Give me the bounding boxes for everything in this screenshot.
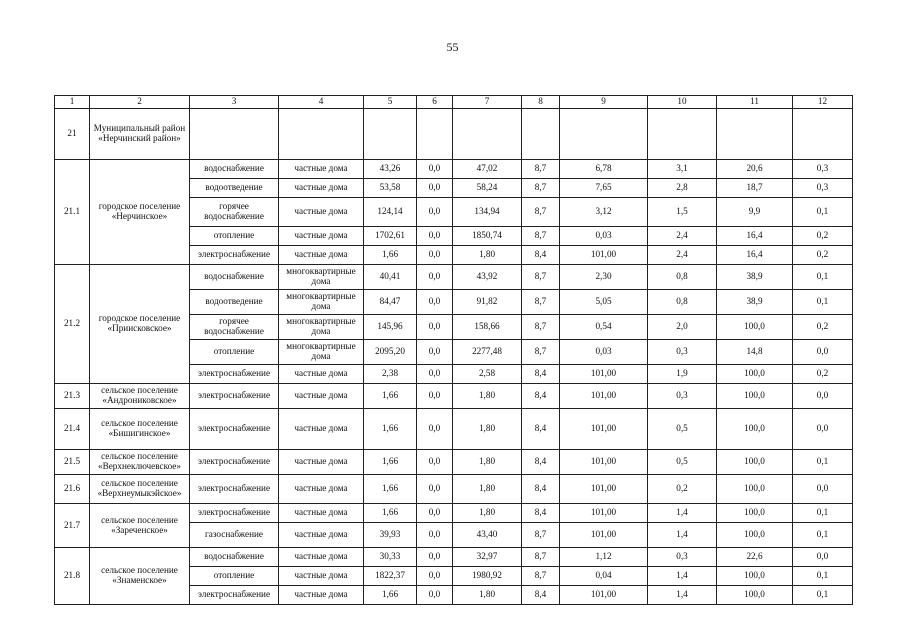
value-cell: 0,0 <box>417 548 453 567</box>
value-cell: 0,54 <box>560 315 648 340</box>
service-cell: электроснабжение <box>190 504 279 523</box>
value-cell: 158,66 <box>453 315 522 340</box>
service-cell: горячее водоснабжение <box>190 315 279 340</box>
table-row <box>55 548 853 567</box>
settlement-name: сельское поселение «Бишигинское» <box>90 409 190 450</box>
value-cell: 0,04 <box>560 567 648 586</box>
value-cell: 100,0 <box>717 409 793 450</box>
settlement-name: сельское поселение «Верхнеумыкэйское» <box>90 475 190 504</box>
value-cell: 20,6 <box>717 160 793 179</box>
value-cell: 100,0 <box>717 523 793 548</box>
value-cell: 1,66 <box>364 450 417 475</box>
value-cell: 8,7 <box>522 523 560 548</box>
value-cell: 1,80 <box>453 384 522 409</box>
settlement-number: 21.4 <box>55 409 90 450</box>
value-cell: 8,4 <box>522 409 560 450</box>
value-cell: 9,9 <box>717 198 793 227</box>
value-cell: 0,0 <box>417 160 453 179</box>
column-header: 8 <box>522 96 560 109</box>
housing-type-cell: частные дома <box>279 475 364 504</box>
housing-type-cell: частные дома <box>279 160 364 179</box>
housing-type-cell: частные дома <box>279 198 364 227</box>
value-cell: 1,66 <box>364 246 417 265</box>
settlement-number: 21.5 <box>55 450 90 475</box>
value-cell: 101,00 <box>560 384 648 409</box>
settlement-number: 21.2 <box>55 265 90 384</box>
column-header: 3 <box>190 96 279 109</box>
value-cell: 2,8 <box>648 179 717 198</box>
value-cell: 3,1 <box>648 160 717 179</box>
value-cell: 0,1 <box>793 265 853 290</box>
value-cell: 0,03 <box>560 227 648 246</box>
table-row <box>55 475 853 504</box>
value-cell: 124,14 <box>364 198 417 227</box>
value-cell: 8,7 <box>522 548 560 567</box>
service-cell: горячее водоснабжение <box>190 198 279 227</box>
value-cell: 8,4 <box>522 450 560 475</box>
value-cell: 0,2 <box>793 227 853 246</box>
page-number: 55 <box>446 40 459 54</box>
service-cell: отопление <box>190 227 279 246</box>
empty-cell <box>417 109 453 160</box>
value-cell: 0,8 <box>648 265 717 290</box>
value-cell: 0,0 <box>417 265 453 290</box>
table-row <box>55 409 853 450</box>
housing-type-cell: частные дома <box>279 504 364 523</box>
value-cell: 0,5 <box>648 409 717 450</box>
value-cell: 22,6 <box>717 548 793 567</box>
value-cell: 8,7 <box>522 290 560 315</box>
value-cell: 0,2 <box>648 475 717 504</box>
value-cell: 8,4 <box>522 586 560 605</box>
housing-type-cell: частные дома <box>279 384 364 409</box>
value-cell: 43,26 <box>364 160 417 179</box>
value-cell: 0,5 <box>648 450 717 475</box>
value-cell: 1,4 <box>648 504 717 523</box>
empty-cell <box>717 109 793 160</box>
value-cell: 101,00 <box>560 450 648 475</box>
value-cell: 1,66 <box>364 384 417 409</box>
value-cell: 0,0 <box>417 504 453 523</box>
service-cell: электроснабжение <box>190 409 279 450</box>
value-cell: 1,4 <box>648 523 717 548</box>
value-cell: 100,0 <box>717 365 793 384</box>
value-cell: 1,4 <box>648 567 717 586</box>
value-cell: 1,66 <box>364 586 417 605</box>
column-header: 5 <box>364 96 417 109</box>
value-cell: 0,1 <box>793 504 853 523</box>
settlement-name: сельское поселение «Верхнеключевское» <box>90 450 190 475</box>
value-cell: 43,92 <box>453 265 522 290</box>
value-cell: 40,41 <box>364 265 417 290</box>
value-cell: 0,1 <box>793 523 853 548</box>
empty-cell <box>793 109 853 160</box>
value-cell: 2,30 <box>560 265 648 290</box>
value-cell: 8,4 <box>522 475 560 504</box>
value-cell: 0,0 <box>417 523 453 548</box>
settlement-name: сельское поселение «Андрониковское» <box>90 384 190 409</box>
table-row <box>55 265 853 290</box>
data-table <box>54 95 853 605</box>
value-cell: 8,7 <box>522 227 560 246</box>
value-cell: 38,9 <box>717 290 793 315</box>
service-cell: электроснабжение <box>190 384 279 409</box>
empty-cell <box>560 109 648 160</box>
settlement-name: сельское поселение «Знаменское» <box>90 548 190 605</box>
housing-type-cell: частные дома <box>279 246 364 265</box>
column-header: 9 <box>560 96 648 109</box>
housing-type-cell: частные дома <box>279 409 364 450</box>
value-cell: 8,4 <box>522 365 560 384</box>
value-cell: 0,0 <box>793 475 853 504</box>
value-cell: 5,05 <box>560 290 648 315</box>
value-cell: 1980,92 <box>453 567 522 586</box>
value-cell: 1,80 <box>453 409 522 450</box>
empty-cell <box>279 109 364 160</box>
value-cell: 2095,20 <box>364 340 417 365</box>
value-cell: 32,97 <box>453 548 522 567</box>
table-row <box>55 450 853 475</box>
value-cell: 1,80 <box>453 504 522 523</box>
housing-type-cell: частные дома <box>279 227 364 246</box>
value-cell: 43,40 <box>453 523 522 548</box>
value-cell: 101,00 <box>560 365 648 384</box>
empty-cell <box>648 109 717 160</box>
value-cell: 100,0 <box>717 450 793 475</box>
value-cell: 0,3 <box>648 340 717 365</box>
value-cell: 1,66 <box>364 409 417 450</box>
service-cell: водоотведение <box>190 179 279 198</box>
service-cell: отопление <box>190 567 279 586</box>
service-cell: электроснабжение <box>190 246 279 265</box>
value-cell: 0,0 <box>417 179 453 198</box>
settlement-name: сельское поселение «Зареченское» <box>90 504 190 548</box>
value-cell: 0,0 <box>417 450 453 475</box>
service-cell: водоснабжение <box>190 160 279 179</box>
housing-type-cell: частные дома <box>279 523 364 548</box>
service-cell: газоснабжение <box>190 523 279 548</box>
value-cell: 1,80 <box>453 450 522 475</box>
value-cell: 38,9 <box>717 265 793 290</box>
value-cell: 1,80 <box>453 246 522 265</box>
value-cell: 0,03 <box>560 340 648 365</box>
column-header: 7 <box>453 96 522 109</box>
value-cell: 16,4 <box>717 227 793 246</box>
value-cell: 2,0 <box>648 315 717 340</box>
value-cell: 0,0 <box>417 586 453 605</box>
column-header: 10 <box>648 96 717 109</box>
value-cell: 0,1 <box>793 567 853 586</box>
value-cell: 0,3 <box>793 179 853 198</box>
value-cell: 1702,61 <box>364 227 417 246</box>
empty-cell <box>522 109 560 160</box>
value-cell: 0,0 <box>417 290 453 315</box>
value-cell: 0,0 <box>417 246 453 265</box>
table-row <box>55 504 853 523</box>
housing-type-cell: многоквартирные дома <box>279 340 364 365</box>
value-cell: 101,00 <box>560 246 648 265</box>
service-cell: водоснабжение <box>190 265 279 290</box>
empty-cell <box>453 109 522 160</box>
value-cell: 0,0 <box>417 198 453 227</box>
housing-type-cell: многоквартирные дома <box>279 315 364 340</box>
value-cell: 8,7 <box>522 567 560 586</box>
settlement-name: городское поселение «Нерчинское» <box>90 160 190 265</box>
value-cell: 0,0 <box>417 384 453 409</box>
value-cell: 2,4 <box>648 227 717 246</box>
column-header: 2 <box>90 96 190 109</box>
value-cell: 0,1 <box>793 586 853 605</box>
value-cell: 0,2 <box>793 365 853 384</box>
value-cell: 8,7 <box>522 265 560 290</box>
value-cell: 0,0 <box>417 409 453 450</box>
value-cell: 8,7 <box>522 198 560 227</box>
settlement-name: городское поселение «Приисковское» <box>90 265 190 384</box>
value-cell: 8,4 <box>522 384 560 409</box>
value-cell: 53,58 <box>364 179 417 198</box>
value-cell: 100,0 <box>717 315 793 340</box>
service-cell: электроснабжение <box>190 365 279 384</box>
value-cell: 0,1 <box>793 450 853 475</box>
column-header: 6 <box>417 96 453 109</box>
column-header: 1 <box>55 96 90 109</box>
housing-type-cell: частные дома <box>279 365 364 384</box>
value-cell: 0,0 <box>793 384 853 409</box>
service-cell: водоснабжение <box>190 548 279 567</box>
value-cell: 0,0 <box>417 340 453 365</box>
value-cell: 30,33 <box>364 548 417 567</box>
settlement-number: 21.6 <box>55 475 90 504</box>
value-cell: 16,4 <box>717 246 793 265</box>
value-cell: 3,12 <box>560 198 648 227</box>
value-cell: 91,82 <box>453 290 522 315</box>
service-cell: электроснабжение <box>190 450 279 475</box>
value-cell: 8,4 <box>522 246 560 265</box>
value-cell: 0,0 <box>417 227 453 246</box>
settlement-number: 21.8 <box>55 548 90 605</box>
value-cell: 0,0 <box>793 548 853 567</box>
value-cell: 100,0 <box>717 475 793 504</box>
district-name: Муниципальный район «Нерчинский район» <box>90 109 190 160</box>
empty-cell <box>364 109 417 160</box>
value-cell: 0,0 <box>793 340 853 365</box>
table-row <box>55 384 853 409</box>
table-row <box>55 160 853 179</box>
value-cell: 1,12 <box>560 548 648 567</box>
value-cell: 145,96 <box>364 315 417 340</box>
value-cell: 101,00 <box>560 504 648 523</box>
housing-type-cell: частные дома <box>279 586 364 605</box>
value-cell: 101,00 <box>560 475 648 504</box>
value-cell: 0,3 <box>648 384 717 409</box>
value-cell: 7,65 <box>560 179 648 198</box>
district-number: 21 <box>55 109 90 160</box>
service-cell: отопление <box>190 340 279 365</box>
district-row <box>55 109 853 160</box>
value-cell: 8,7 <box>522 179 560 198</box>
value-cell: 0,3 <box>793 160 853 179</box>
value-cell: 2277,48 <box>453 340 522 365</box>
value-cell: 101,00 <box>560 523 648 548</box>
value-cell: 8,7 <box>522 160 560 179</box>
housing-type-cell: частные дома <box>279 548 364 567</box>
value-cell: 100,0 <box>717 586 793 605</box>
value-cell: 18,7 <box>717 179 793 198</box>
value-cell: 0,0 <box>417 567 453 586</box>
value-cell: 8,4 <box>522 504 560 523</box>
value-cell: 1,80 <box>453 586 522 605</box>
value-cell: 58,24 <box>453 179 522 198</box>
column-header: 12 <box>793 96 853 109</box>
value-cell: 2,58 <box>453 365 522 384</box>
service-cell: электроснабжение <box>190 475 279 504</box>
value-cell: 0,8 <box>648 290 717 315</box>
value-cell: 100,0 <box>717 567 793 586</box>
settlement-number: 21.1 <box>55 160 90 265</box>
value-cell: 0,0 <box>417 365 453 384</box>
value-cell: 0,0 <box>793 409 853 450</box>
value-cell: 0,0 <box>417 315 453 340</box>
empty-cell <box>190 109 279 160</box>
value-cell: 47,02 <box>453 160 522 179</box>
value-cell: 1,4 <box>648 586 717 605</box>
value-cell: 8,7 <box>522 340 560 365</box>
value-cell: 1,80 <box>453 475 522 504</box>
value-cell: 0,1 <box>793 198 853 227</box>
value-cell: 1,9 <box>648 365 717 384</box>
housing-type-cell: многоквартирные дома <box>279 265 364 290</box>
settlement-number: 21.7 <box>55 504 90 548</box>
value-cell: 100,0 <box>717 504 793 523</box>
value-cell: 1,66 <box>364 475 417 504</box>
value-cell: 0,0 <box>417 475 453 504</box>
value-cell: 2,4 <box>648 246 717 265</box>
value-cell: 2,38 <box>364 365 417 384</box>
value-cell: 100,0 <box>717 384 793 409</box>
value-cell: 1,66 <box>364 504 417 523</box>
value-cell: 1,5 <box>648 198 717 227</box>
header-row <box>55 96 853 109</box>
value-cell: 6,78 <box>560 160 648 179</box>
service-cell: водоотведение <box>190 290 279 315</box>
settlement-number: 21.3 <box>55 384 90 409</box>
value-cell: 39,93 <box>364 523 417 548</box>
value-cell: 1822,37 <box>364 567 417 586</box>
value-cell: 84,47 <box>364 290 417 315</box>
column-header: 11 <box>717 96 793 109</box>
value-cell: 0,1 <box>793 290 853 315</box>
value-cell: 14,8 <box>717 340 793 365</box>
value-cell: 0,2 <box>793 246 853 265</box>
service-cell: электроснабжение <box>190 586 279 605</box>
value-cell: 0,2 <box>793 315 853 340</box>
housing-type-cell: частные дома <box>279 179 364 198</box>
value-cell: 1850,74 <box>453 227 522 246</box>
value-cell: 101,00 <box>560 409 648 450</box>
value-cell: 101,00 <box>560 586 648 605</box>
housing-type-cell: многоквартирные дома <box>279 290 364 315</box>
value-cell: 8,7 <box>522 315 560 340</box>
value-cell: 134,94 <box>453 198 522 227</box>
value-cell: 0,3 <box>648 548 717 567</box>
column-header: 4 <box>279 96 364 109</box>
housing-type-cell: частные дома <box>279 450 364 475</box>
housing-type-cell: частные дома <box>279 567 364 586</box>
